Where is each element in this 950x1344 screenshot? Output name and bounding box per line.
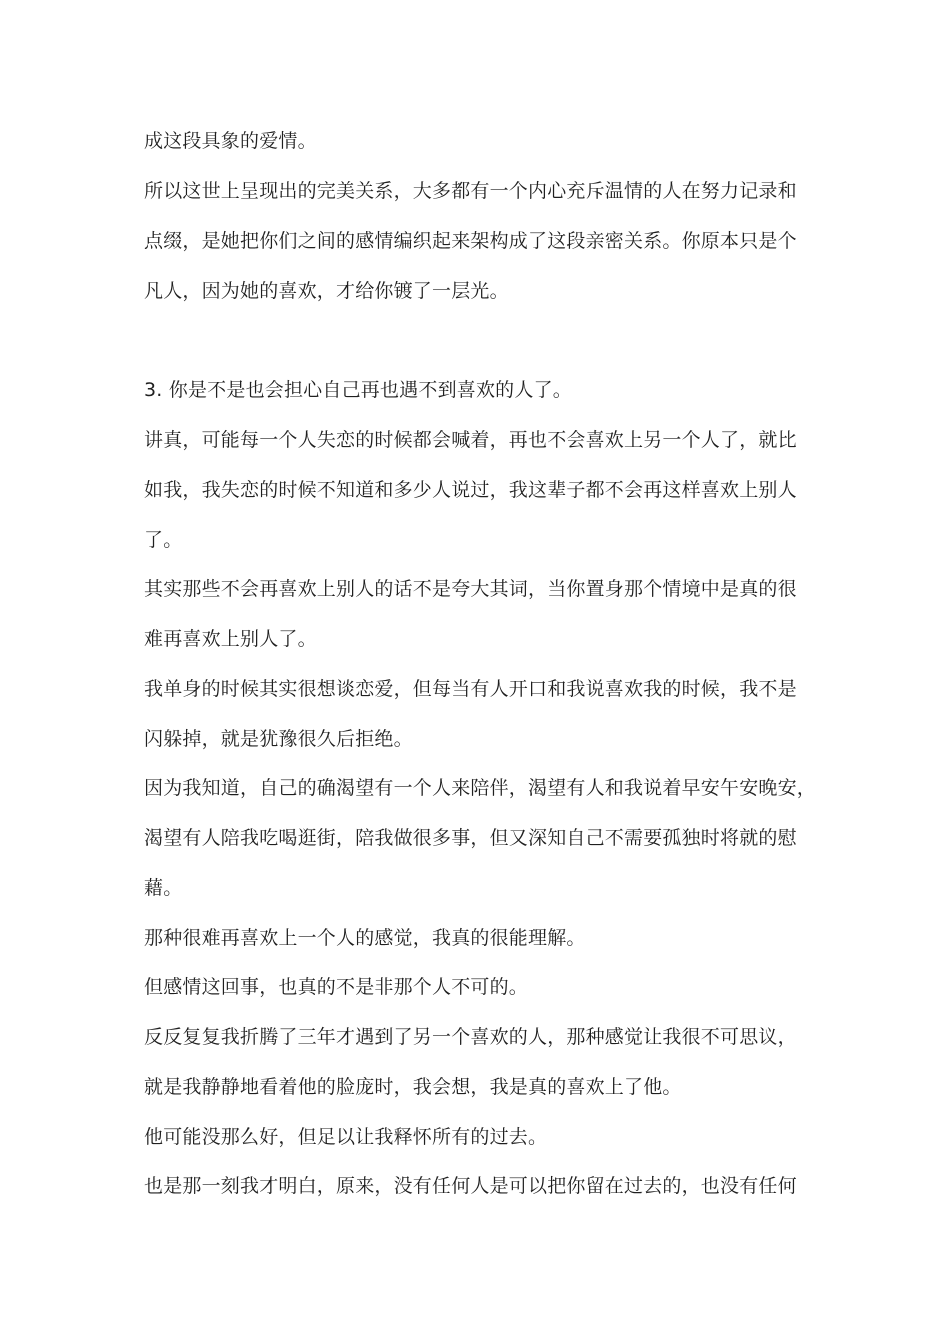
text-line: 凡人，因为她的喜欢，才给你镀了一层光。	[144, 280, 509, 302]
text-line: 讲真，可能每一个人失恋的时候都会喊着，再也不会喜欢上另一个人了，就比	[144, 429, 797, 451]
text-line: 闪躲掉，就是犹豫很久后拒绝。	[144, 728, 413, 750]
text-line: 反反复复我折腾了三年才遇到了另一个喜欢的人，那种感觉让我很不可思议，	[144, 1026, 797, 1048]
text-line: 因为我知道，自己的确渴望有一个人来陪伴，渴望有人和我说着早安午安晚安，	[144, 777, 817, 799]
text-line: 也是那一刻我才明白，原来，没有任何人是可以把你留在过去的，也没有任何	[144, 1175, 797, 1197]
text-line: 成这段具象的爱情。	[144, 130, 317, 152]
text-line: 渴望有人陪我吃喝逛街，陪我做很多事，但又深知自己不需要孤独时将就的慰	[144, 827, 797, 849]
text-line: 了。	[144, 529, 183, 551]
text-line: 所以这世上呈现出的完美关系，大多都有一个内心充斥温情的人在努力记录和	[144, 180, 797, 202]
text-line: 藉。	[144, 877, 183, 899]
text-line: 其实那些不会再喜欢上别人的话不是夸大其词，当你置身那个情境中是真的很	[144, 578, 797, 600]
text-line: 那种很难再喜欢上一个人的感觉，我真的很能理解。	[144, 927, 586, 949]
section-heading: 3. 你是不是也会担心自己再也遇不到喜欢的人了。	[144, 379, 572, 401]
text-line: 点缀，是她把你们之间的感情编织起来架构成了这段亲密关系。你原本只是个	[144, 230, 797, 252]
text-line: 如我，我失恋的时候不知道和多少人说过，我这辈子都不会再这样喜欢上别人	[144, 479, 797, 501]
text-line: 就是我静静地看着他的脸庞时，我会想，我是真的喜欢上了他。	[144, 1076, 682, 1098]
text-line: 他可能没那么好，但足以让我释怀所有的过去。	[144, 1126, 548, 1148]
text-line: 难再喜欢上别人了。	[144, 628, 317, 650]
text-line: 我单身的时候其实很想谈恋爱，但每当有人开口和我说喜欢我的时候，我不是	[144, 678, 797, 700]
text-line: 但感情这回事，也真的不是非那个人不可的。	[144, 976, 529, 998]
